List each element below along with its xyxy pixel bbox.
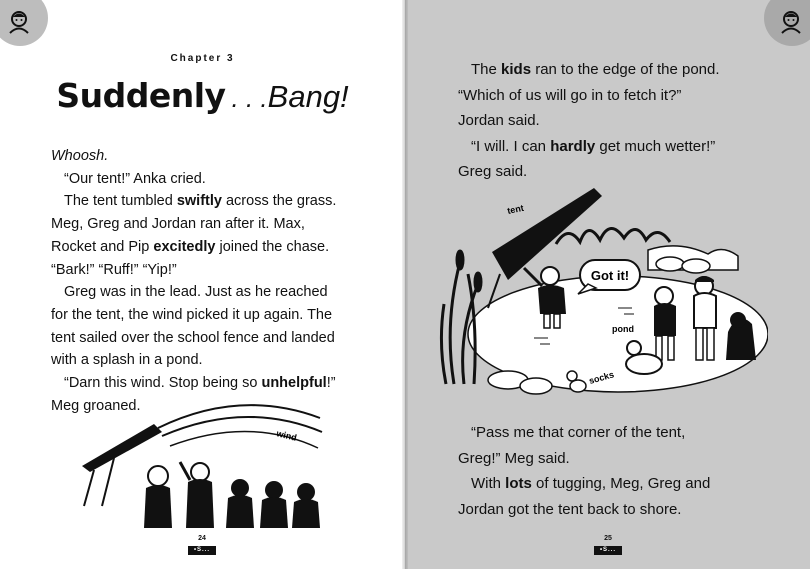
story-line: [51, 168, 336, 191]
story-line: [51, 190, 336, 213]
story-text: across the grass.: [221, 193, 337, 210]
story-text: of tugging, Meg, Greg and: [531, 475, 711, 492]
vocab-word: swiftly: [176, 193, 222, 210]
story-line: [51, 213, 336, 236]
story-text: “Pass me that corner of the tent,: [471, 424, 686, 441]
story-text: !”: [326, 375, 336, 392]
story-text: Whoosh.: [51, 148, 109, 164]
story-line: [458, 420, 710, 446]
left-footer-tag: •S...: [188, 546, 216, 555]
story-line: [51, 304, 336, 327]
socks-label: socks: [587, 369, 616, 386]
left-corner-badge: [0, 0, 48, 46]
story-text: Greg!” Meg said.: [458, 449, 570, 467]
reader-face-icon: [778, 8, 804, 34]
vocab-word: unhelpful: [261, 375, 327, 392]
chapter-title-bold: Suddenly: [56, 76, 226, 115]
story-line: [51, 349, 336, 372]
right-story-text-bottom: [458, 420, 710, 522]
story-line: [51, 236, 336, 259]
right-corner-badge: [764, 0, 810, 46]
vocab-word: lots: [505, 475, 532, 492]
story-text: Meg, Greg and Jordan ran after it. Max,: [51, 216, 305, 233]
story-line: [51, 145, 336, 168]
reader-face-icon: [6, 8, 32, 34]
story-text: With: [471, 475, 506, 492]
vocab-word: kids: [501, 61, 532, 78]
chasing-tent-illustration: [80, 388, 330, 528]
story-text: joined the chase.: [215, 238, 330, 255]
story-line: [458, 134, 720, 160]
right-page-number: 25: [604, 535, 612, 542]
tent-label: tent: [506, 202, 525, 216]
story-line: [51, 281, 336, 304]
story-line: [51, 259, 336, 282]
vocab-word: hardly: [550, 137, 596, 155]
book-gutter: [402, 0, 408, 569]
vocab-word: excitedly: [153, 238, 216, 255]
story-line: [51, 327, 336, 350]
story-line: [458, 446, 710, 472]
chapter-title-italic: Bang!: [267, 79, 349, 114]
story-text: Rocket and Pip: [51, 238, 154, 255]
story-text: for the tent, the wind picked it up again. The: [51, 306, 333, 323]
story-text: Greg said.: [458, 163, 528, 180]
story-text: “I will. I can: [471, 137, 551, 155]
story-line: [458, 83, 720, 109]
pond-label: pond: [612, 324, 634, 334]
story-text: “Which of us will go in to fetch it?”: [458, 86, 682, 104]
story-text: with a splash in a pond.: [51, 352, 203, 369]
left-page-number: 24: [198, 535, 206, 542]
story-text: get much wetter!”: [595, 137, 716, 155]
left-story-text: [51, 145, 336, 417]
story-text: “Bark!” “Ruff!” “Yip!”: [51, 261, 177, 278]
chapter-title-dots: . . .: [231, 83, 268, 113]
story-text: ran to the edge of the pond.: [531, 61, 720, 78]
story-text: Jordan said.: [458, 112, 540, 129]
story-line: [458, 497, 710, 523]
story-text: The tent tumbled: [64, 193, 177, 210]
chapter-label: Chapter 3: [170, 53, 235, 64]
right-story-text-top: [458, 57, 720, 185]
story-text: tent sailed over the school fence and landed: [51, 329, 335, 346]
chapter-title: [0, 76, 405, 115]
story-text: “Darn this wind. Stop being so: [64, 375, 262, 392]
story-line: [458, 159, 720, 185]
pond-rescue-illustration: [438, 184, 768, 404]
story-text: The: [471, 61, 502, 78]
story-text: Meg groaned.: [51, 397, 141, 414]
story-line: [458, 57, 720, 83]
story-text: Greg was in the lead. Just as he reached: [64, 284, 328, 301]
story-text: “Our tent!” Anka cried.: [64, 170, 206, 187]
story-text: Jordan got the tent back to shore.: [458, 500, 682, 518]
wind-label: wind: [275, 428, 298, 443]
right-footer-tag: •S...: [594, 546, 622, 555]
story-line: [458, 471, 710, 497]
speech-bubble-text: Got it!: [590, 268, 630, 283]
story-line: [458, 108, 720, 134]
